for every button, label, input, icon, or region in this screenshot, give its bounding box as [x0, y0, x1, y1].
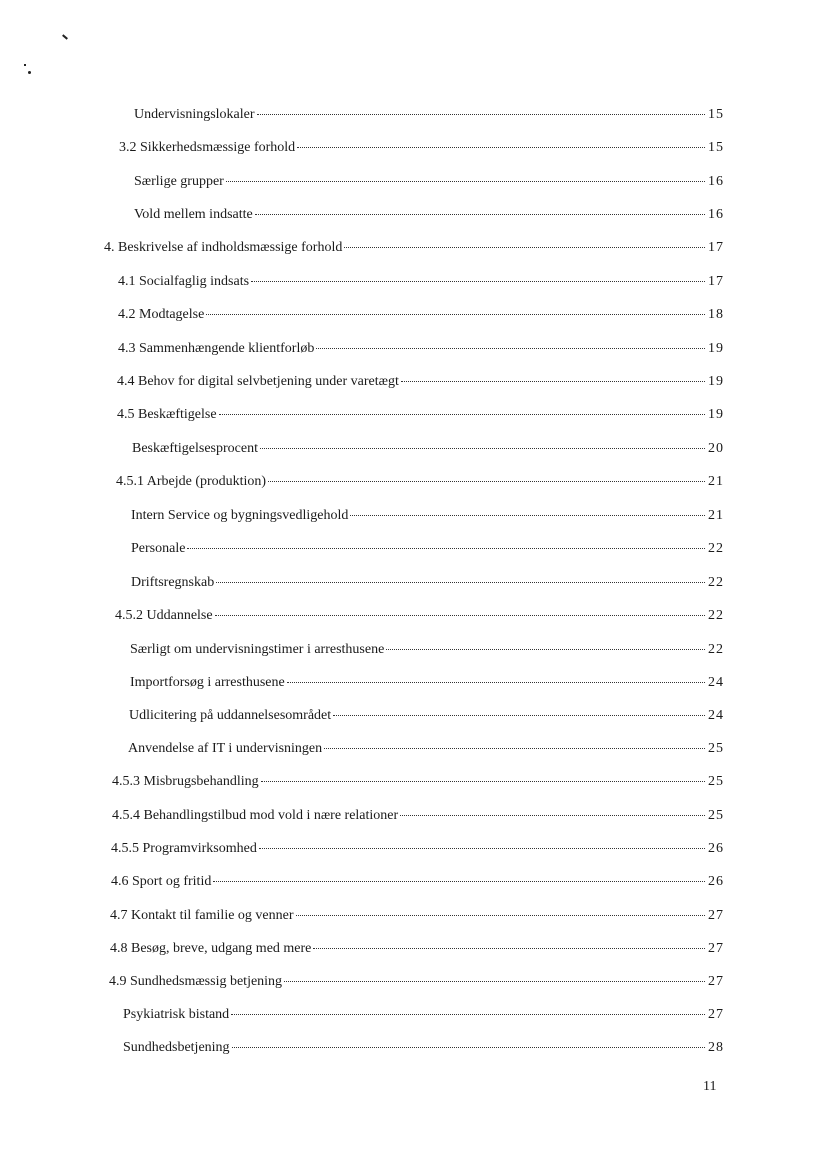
- dot-leader: [344, 247, 705, 248]
- toc-entry[interactable]: [123, 1006, 724, 1024]
- toc-entry[interactable]: [123, 1039, 724, 1057]
- toc-entry[interactable]: [115, 607, 724, 625]
- toc-entry[interactable]: [110, 940, 724, 958]
- toc-entry-page: 22: [708, 642, 724, 657]
- dot-leader: [232, 1047, 705, 1048]
- toc-entry-page: 26: [708, 841, 724, 856]
- toc-entry[interactable]: [109, 973, 724, 991]
- toc-entry-title: 4.1 Socialfaglig indsats: [118, 274, 250, 289]
- toc-entry[interactable]: [131, 507, 724, 525]
- dot-leader: [216, 582, 705, 583]
- dot-leader: [187, 548, 705, 549]
- toc-entry-title: 4.8 Besøg, breve, udgang med mere: [110, 941, 312, 956]
- toc-entry-page: 15: [708, 140, 724, 155]
- scan-mark: [28, 71, 31, 74]
- toc-entry[interactable]: [129, 707, 724, 725]
- scan-mark: [62, 34, 68, 39]
- toc-entry-title: 4.5.1 Arbejde (produktion): [116, 474, 267, 489]
- dot-leader: [215, 615, 705, 616]
- toc-entry-page: 22: [708, 541, 724, 556]
- toc-entry-page: 27: [708, 908, 724, 923]
- toc-entry-title: 4.7 Kontakt til familie og venner: [110, 908, 294, 923]
- dot-leader: [260, 448, 705, 449]
- dot-leader: [333, 715, 705, 716]
- toc-entry[interactable]: [110, 907, 724, 925]
- dot-leader: [257, 114, 705, 115]
- toc-entry[interactable]: [128, 740, 724, 758]
- toc-entry[interactable]: [134, 173, 724, 191]
- toc-entry-title: Personale: [131, 541, 186, 556]
- toc-entry[interactable]: [119, 139, 724, 157]
- toc-entry-page: 21: [708, 474, 724, 489]
- dot-leader: [316, 348, 705, 349]
- dot-leader: [206, 314, 705, 315]
- toc-entry-title: 4.6 Sport og fritid: [111, 874, 212, 889]
- toc-entry-title: 4. Beskrivelse af indholdsmæssige forhold: [104, 240, 343, 255]
- toc-entry-title: 4.2 Modtagelse: [118, 307, 205, 322]
- toc-entry-page: 19: [708, 341, 724, 356]
- toc-entry[interactable]: [111, 840, 724, 858]
- toc-entry[interactable]: [112, 773, 724, 791]
- dot-leader: [226, 181, 705, 182]
- toc-entry-page: 17: [708, 274, 724, 289]
- dot-leader: [401, 381, 705, 382]
- toc-entry-page: 20: [708, 441, 724, 456]
- toc-entry-title: 4.4 Behov for digital selvbetjening under varetægt: [117, 374, 399, 389]
- toc-entry-page: 19: [708, 374, 724, 389]
- toc-entry-title: Driftsregnskab: [131, 575, 215, 590]
- toc-entry-title: 4.5.2 Uddannelse: [115, 608, 213, 623]
- toc-entry-page: 27: [708, 1007, 724, 1022]
- toc-entry-page: 15: [708, 107, 724, 122]
- toc-entry-title: Psykiatrisk bistand: [123, 1007, 230, 1022]
- toc-entry[interactable]: [118, 306, 724, 324]
- toc-entry-title: 4.5.4 Behandlingstilbud mod vold i nære relationer: [112, 808, 399, 823]
- dot-leader: [213, 881, 705, 882]
- dot-leader: [287, 682, 705, 683]
- dot-leader: [259, 848, 705, 849]
- toc-entry[interactable]: [104, 239, 724, 257]
- toc-entry-title: 4.5 Beskæftigelse: [117, 407, 217, 422]
- toc-entry-title: Udlicitering på uddannelsesområdet: [129, 708, 332, 723]
- toc-entry-title: 4.5.5 Programvirksomhed: [111, 841, 257, 856]
- toc-entry-title: Intern Service og bygningsvedligehold: [131, 508, 349, 523]
- toc-entry-page: 26: [708, 874, 724, 889]
- dot-leader: [251, 281, 705, 282]
- toc-entry[interactable]: [134, 106, 724, 124]
- toc-entry[interactable]: [130, 641, 724, 659]
- toc-entry[interactable]: [117, 373, 724, 391]
- page-number: 11: [703, 1079, 717, 1094]
- dot-leader: [296, 915, 705, 916]
- toc-entry-title: Undervisningslokaler: [134, 107, 255, 122]
- toc-entry[interactable]: [131, 574, 724, 592]
- toc-entry-page: 27: [708, 941, 724, 956]
- dot-leader: [386, 649, 705, 650]
- dot-leader: [350, 515, 705, 516]
- dot-leader: [231, 1014, 705, 1015]
- toc-entry-page: 16: [708, 174, 724, 189]
- toc-entry-page: 22: [708, 608, 724, 623]
- toc-entry-title: Beskæftigelsesprocent: [132, 441, 258, 456]
- toc-entry[interactable]: [118, 340, 724, 358]
- toc-entry-page: 25: [708, 774, 724, 789]
- dot-leader: [284, 981, 705, 982]
- dot-leader: [255, 214, 705, 215]
- toc-entry-page: 25: [708, 808, 724, 823]
- toc-entry-title: Sundhedsbetjening: [123, 1040, 230, 1055]
- dot-leader: [261, 781, 705, 782]
- toc-entry[interactable]: [134, 206, 724, 224]
- toc-entry-title: 4.5.3 Misbrugsbehandling: [112, 774, 259, 789]
- toc-entry[interactable]: [117, 406, 724, 424]
- dot-leader: [297, 147, 705, 148]
- toc-entry-title: 3.2 Sikkerhedsmæssige forhold: [119, 140, 296, 155]
- toc-entry-page: 19: [708, 407, 724, 422]
- toc-entry-page: 24: [708, 675, 724, 690]
- dot-leader: [324, 748, 705, 749]
- toc-entry-title: Særligt om undervisningstimer i arresthusene: [130, 642, 385, 657]
- toc-entry-page: 17: [708, 240, 724, 255]
- scan-mark: [24, 64, 26, 66]
- toc-entry[interactable]: [118, 273, 724, 291]
- toc-entry-page: 24: [708, 708, 724, 723]
- toc-entry[interactable]: [132, 440, 724, 458]
- toc-entry-title: Særlige grupper: [134, 174, 224, 189]
- toc-entry[interactable]: [130, 674, 724, 692]
- toc-entry-page: 28: [708, 1040, 724, 1055]
- toc-entry-page: 18: [708, 307, 724, 322]
- toc-entry-title: 4.9 Sundhedsmæssig betjening: [109, 974, 283, 989]
- toc-entry-page: 25: [708, 741, 724, 756]
- dot-leader: [268, 481, 705, 482]
- toc-entry-page: 27: [708, 974, 724, 989]
- dot-leader: [219, 414, 705, 415]
- toc-entry[interactable]: [116, 473, 724, 491]
- toc-entry-page: 16: [708, 207, 724, 222]
- dot-leader: [400, 815, 705, 816]
- toc-entry[interactable]: [111, 873, 724, 891]
- toc-entry-title: Importforsøg i arresthusene: [130, 675, 285, 690]
- toc-entry[interactable]: [112, 807, 724, 825]
- dot-leader: [313, 948, 705, 949]
- toc-entry-title: Anvendelse af IT i undervisningen: [128, 741, 323, 756]
- toc-entry-page: 21: [708, 508, 724, 523]
- toc-entry-page: 22: [708, 575, 724, 590]
- toc-entry[interactable]: [131, 540, 724, 558]
- toc-entry-title: Vold mellem indsatte: [134, 207, 253, 222]
- toc-entry-title: 4.3 Sammenhængende klientforløb: [118, 341, 315, 356]
